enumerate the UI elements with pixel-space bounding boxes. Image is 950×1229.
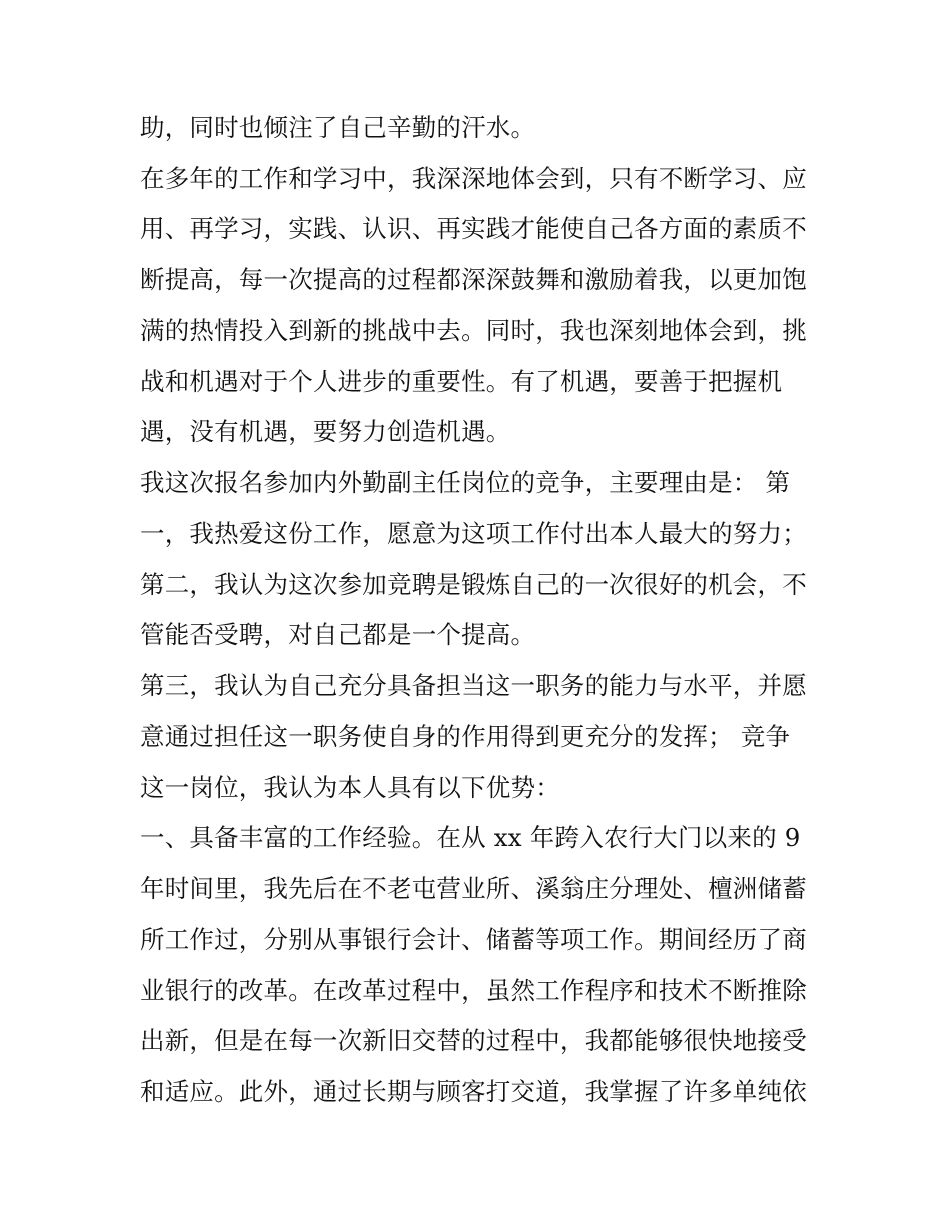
- text-line-2: 在多年的工作和学习中，我深深地体会到，只有不断学习、应: [140, 164, 807, 193]
- text-line-10: 第二，我认为这次参加竞聘是锻炼自己的一次很好的机会，不: [140, 570, 807, 599]
- text-line-17: 所工作过，分别从事银行会计、储蓄等项工作。期间经历了商: [140, 925, 807, 954]
- text-line-18: 业银行的改革。在改革过程中，虽然工作程序和技术不断推除: [140, 976, 807, 1005]
- text-line-12: 第三，我认为自己充分具备担当这一职务的能力与水平，并愿: [140, 671, 807, 700]
- text-line-3: 用、再学习，实践、认识、再实践才能使自己各方面的素质不: [140, 214, 807, 243]
- text-line-14: 这一岗位，我认为本人具有以下优势：: [140, 773, 560, 802]
- text-line-8: 我这次报名参加内外勤副主任岗位的竞争，主要理由是： 第: [140, 468, 791, 497]
- text-line-1: 助，同时也倾注了自己辛勤的汗水。: [140, 113, 536, 142]
- text-line-19: 出新，但是在每一次新旧交替的过程中，我都能够很快地接受: [140, 1026, 807, 1055]
- text-line-9: 一，我热爱这份工作，愿意为这项工作付出本人最大的努力；: [140, 519, 807, 548]
- text-line-4: 断提高，每一次提高的过程都深深鼓舞和激励着我，以更加饱: [140, 265, 807, 294]
- text-line-11: 管能否受聘，对自己都是一个提高。: [140, 620, 536, 649]
- text-line-5: 满的热情投入到新的挑战中去。同时，我也深刻地体会到，挑: [140, 316, 807, 345]
- text-line-7: 遇，没有机遇，要努力创造机遇。: [140, 417, 511, 446]
- text-line-16: 年时间里，我先后在不老屯营业所、溪翁庄分理处、檀洲储蓄: [140, 874, 807, 903]
- text-line-20: 和适应。此外，通过长期与顾客打交道，我掌握了许多单纯依: [140, 1077, 807, 1106]
- text-line-6: 战和机遇对于个人进步的重要性。有了机遇，要善于把握机: [140, 367, 783, 396]
- text-line-13: 意通过担任这一职务使自身的作用得到更充分的发挥； 竞争: [140, 722, 791, 751]
- text-line-15: 一、具备丰富的工作经验。在从 xx 年跨入农行大门以来的 9: [140, 823, 801, 852]
